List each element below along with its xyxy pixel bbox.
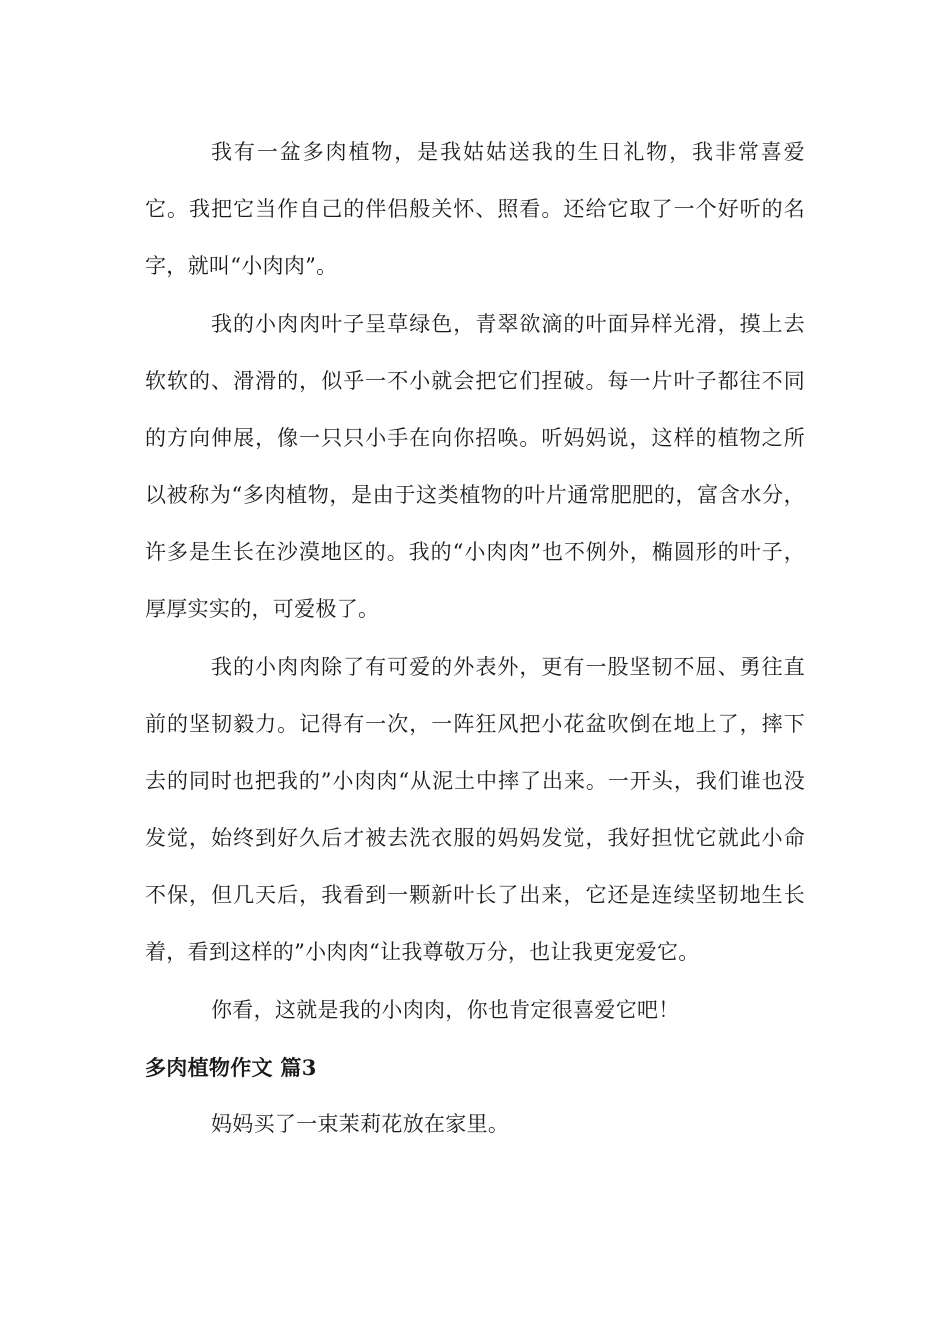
- document-page: [145, 124, 805, 1153]
- section-heading: 多肉植物作文 篇3: [145, 1055, 317, 1080]
- paragraph-2: 我的小肉肉叶子呈草绿色，青翠欲滴的叶面异样光滑，摸上去软软的、滑滑的，似乎一不小就会把它们捏破。每一片叶子都往不同的方向伸展，像一只只小手在向你招唤。听妈妈说，这样的植物之所以被称为“多肉植物，是由于这类植物的叶片通常肥肥的，富含水分，许多是生长在沙漠地区的。我的“小肉肉”也不例外，椭圆形的叶子，厚厚实实的，可爱极了。: [145, 312, 805, 621]
- paragraph-5: 妈妈买了一束茉莉花放在家里。: [211, 1112, 510, 1136]
- paragraph-1: 我有一盆多肉植物，是我姑姑送我的生日礼物，我非常喜爱它。我把它当作自己的伴侣般关怀、照看。还给它取了一个好听的名字，就叫“小肉肉”。: [145, 140, 805, 278]
- paragraph-3: 我的小肉肉除了有可爱的外表外，更有一股坚韧不屈、勇往直前的坚韧毅力。记得有一次，一阵狂风把小花盆吹倒在地上了，摔下去的同时也把我的”小肉肉“从泥土中摔了出来。一开头，我们谁也没发觉，始终到好久后才被去洗衣服的妈妈发觉，我好担忧它就此小命不保，但几天后，我看到一颗新叶长了出来，它还是连续坚韧地生长着，看到这样的”小肉肉“让我尊敬万分，也让我更宠爱它。: [145, 655, 805, 964]
- paragraph-4: 你看，这就是我的小肉肉，你也肯定很喜爱它吧！: [211, 998, 680, 1022]
